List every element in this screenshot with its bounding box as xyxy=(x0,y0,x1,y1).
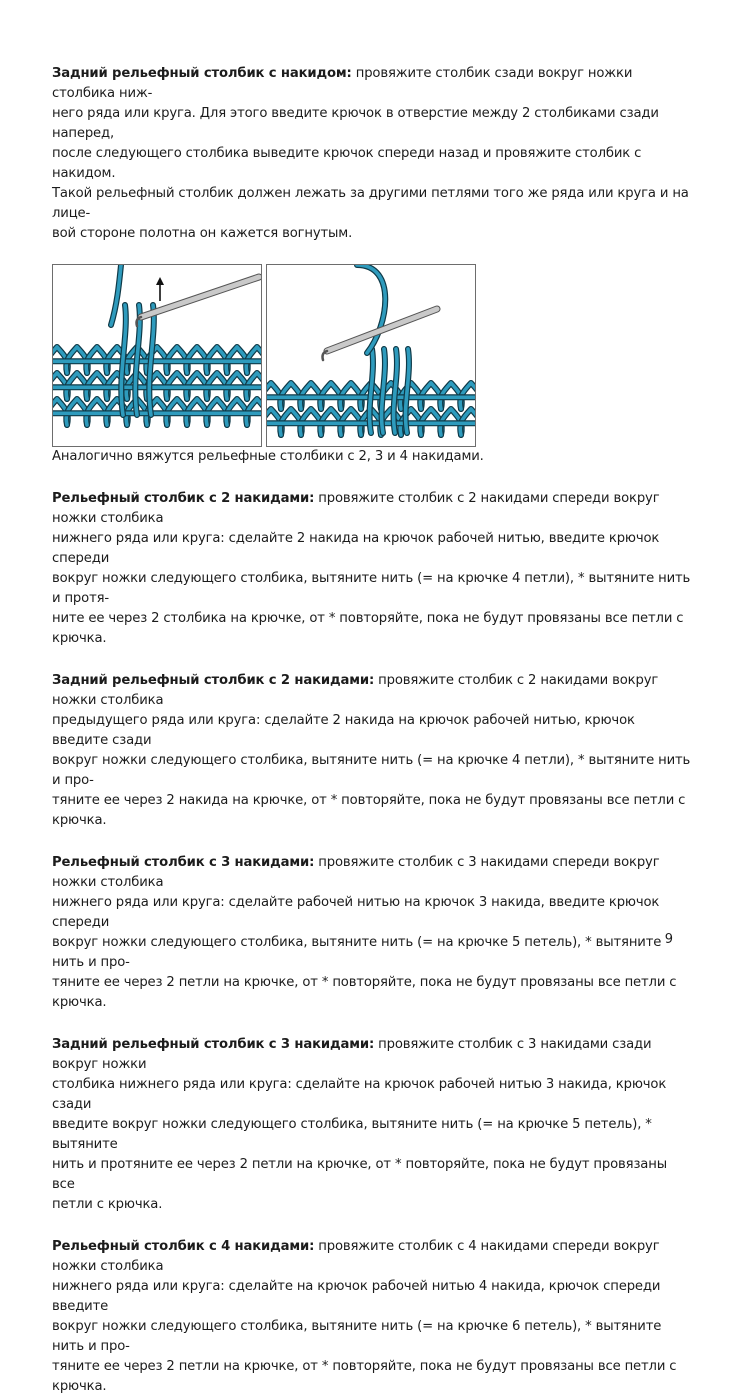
text-line: вой стороне полотна он кажется вогнутым. xyxy=(52,226,353,241)
paragraph-back-post-dc2 xyxy=(52,671,692,831)
illustrations xyxy=(52,264,692,447)
term-heading: Рельефный столбик с 2 накидами: xyxy=(52,491,315,506)
text-line: тяните ее через 2 петли на крючке, от * повторяйте, пока не будут провязаны все петли с крючка. xyxy=(52,975,677,1010)
text-line: вокруг ножки следующего столбика, вытяните нить (= на крючке 4 петли), * вытяните нить и протя- xyxy=(52,571,691,606)
text-line: провяжите столбик с 2 накидами вокруг ножки столбика xyxy=(52,673,659,708)
text-line: нижнего ряда или круга: сделайте на крючок рабочей нитью 4 накида, крючок спереди введите xyxy=(52,1279,661,1314)
text-line: после следующего столбика выведите крючок спереди назад и провяжите столбик с накидом. xyxy=(52,146,642,181)
page-content xyxy=(52,64,692,1397)
text-line: Такой рельефный столбик должен лежать за другими петлями того же ряда или круга и на лице- xyxy=(52,186,689,221)
term-heading: Задний рельефный столбик с 2 накидами: xyxy=(52,673,375,688)
text-line: провяжите столбик с 2 накидами спереди вокруг ножки столбика xyxy=(52,491,660,526)
paragraph-back-post-dc3 xyxy=(52,1035,692,1215)
page-number: 9 xyxy=(664,932,673,947)
text-line: столбика нижнего ряда или круга: сделайте на крючок рабочей нитью 3 накида, крючок сзади xyxy=(52,1077,667,1112)
paragraph-front-post-dc2 xyxy=(52,489,692,649)
text-line: провяжите столбик сзади вокруг ножки столбика ниж- xyxy=(52,66,633,101)
text-line: ните ее через 2 столбика на крючке, от * повторяйте, пока не будут провязаны все петли с крючка. xyxy=(52,611,684,646)
text-line: вокруг ножки следующего столбика, вытяните нить (= на крючке 4 петли), * вытяните нить и про- xyxy=(52,753,691,788)
text-line: нижнего ряда или круга: сделайте рабочей нитью на крючок 3 накида, введите крючок спереди xyxy=(52,895,660,930)
text-line: провяжите столбик с 4 накидами спереди вокруг ножки столбика xyxy=(52,1239,660,1274)
text-line: провяжите столбик с 3 накидами сзади вокруг ножки xyxy=(52,1037,652,1072)
term-heading: Задний рельефный столбик с 3 накидами: xyxy=(52,1037,375,1052)
term-heading: Рельефный столбик с 4 накидами: xyxy=(52,1239,315,1254)
hook-tip xyxy=(323,351,328,360)
arrow-up-icon xyxy=(156,277,164,285)
term-heading: Рельефный столбик с 3 накидами: xyxy=(52,855,315,870)
paragraph-back-post-dc xyxy=(52,64,692,244)
text-line: нить и протяните ее через 2 петли на крючке, от * повторяйте, пока не будут провязаны все xyxy=(52,1157,667,1192)
paragraph-front-post-dc3 xyxy=(52,853,692,1013)
intro-text: Аналогично вяжутся рельефные столбики с 2, 3 и 4 накидами. xyxy=(52,449,484,464)
text-line: вокруг ножки следующего столбика, вытяните нить (= на крючке 6 петель), * вытяните нить и про- xyxy=(52,1319,662,1354)
crochet-illustration-2 xyxy=(266,264,476,447)
crochet-illustration-1 xyxy=(52,264,262,447)
text-line: введите вокруг ножки следующего столбика, вытяните нить (= на крючке 5 петель), * вытяните xyxy=(52,1117,652,1152)
text-line: него ряда или круга. Для этого введите крючок в отверстие между 2 столбиками сзади наперед, xyxy=(52,106,659,141)
term-heading: Задний рельефный столбик с накидом: xyxy=(52,66,352,81)
text-line: тяните ее через 2 петли на крючке, от * повторяйте, пока не будут провязаны все петли с крючка. xyxy=(52,1359,677,1394)
text-line: провяжите столбик с 3 накидами спереди вокруг ножки столбика xyxy=(52,855,660,890)
text-line: предыдущего ряда или круга: сделайте 2 накида на крючок рабочей нитью, крючок введите сзади xyxy=(52,713,635,748)
text-line: тяните ее через 2 накида на крючке, от * повторяйте, пока не будут провязаны все петли с крючка. xyxy=(52,793,686,828)
paragraph-front-post-dc4 xyxy=(52,1237,692,1397)
text-line: нижнего ряда или круга: сделайте 2 накида на крючок рабочей нитью, введите крючок спереди xyxy=(52,531,660,566)
text-line: петли с крючка. xyxy=(52,1197,163,1212)
text-line: вокруг ножки следующего столбика, вытяните нить (= на крючке 5 петель), * вытяните нить и про- xyxy=(52,935,662,970)
